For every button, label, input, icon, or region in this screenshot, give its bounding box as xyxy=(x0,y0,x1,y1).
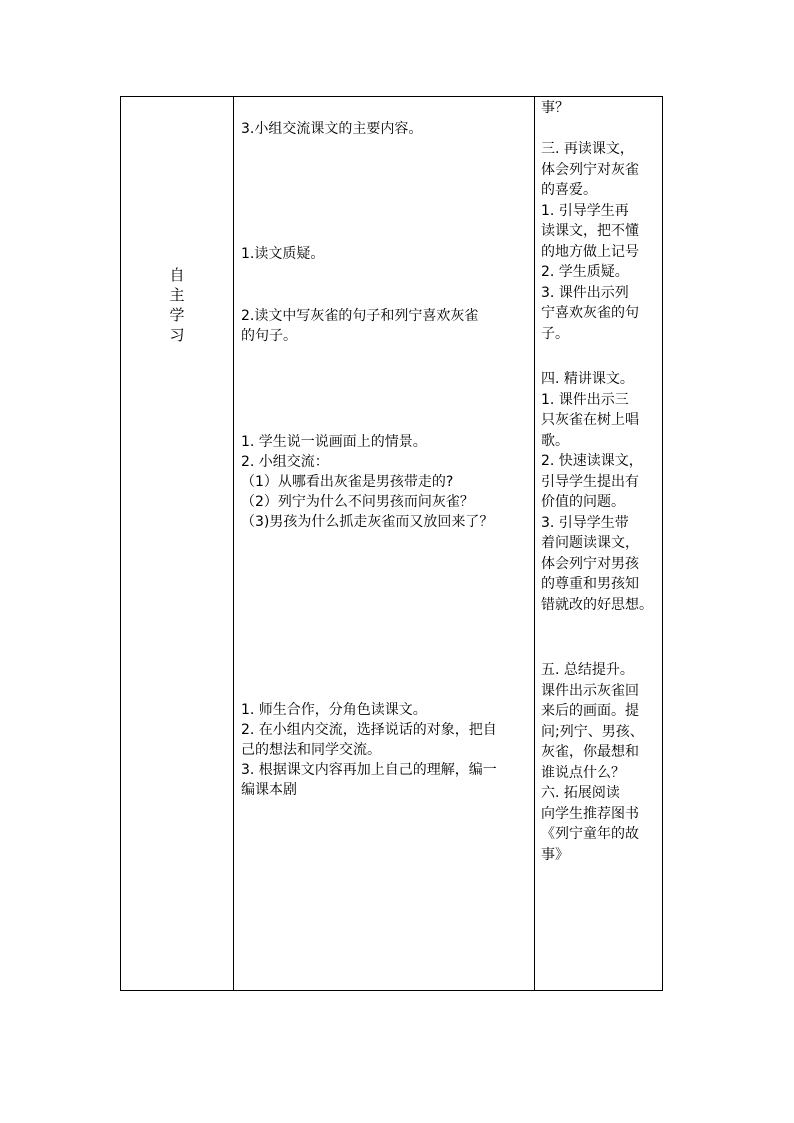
teacher-guidance-2 xyxy=(541,139,639,344)
teacher-guidance-3 xyxy=(541,369,653,615)
text-line: 着问题读课文， xyxy=(541,535,639,551)
teacher-guidance-4 xyxy=(541,660,644,865)
text-line: 己的想法和同学交流。 xyxy=(241,742,381,758)
label-char: 主 xyxy=(169,286,185,304)
text-line: 1. 课件出示三 xyxy=(541,391,629,408)
text-line: 五. 总结提升。 xyxy=(541,662,634,678)
text-line: 1. 学生说一说画面上的情景。 xyxy=(241,434,427,450)
text-line: 的句子。 xyxy=(241,328,297,344)
text-line: 课件出示灰雀回 xyxy=(541,682,639,699)
text-line: （2）列宁为什么不问男孩而问灰雀？ xyxy=(241,494,474,510)
text-line: 2. 小组交流： xyxy=(241,454,329,470)
text-line: 《列宁童年的故 xyxy=(541,826,639,842)
text-line: 的喜爱。 xyxy=(541,182,597,198)
text-line: 3.小组交流课文的主要内容。 xyxy=(241,121,423,137)
text-line: 价值的问题。 xyxy=(541,494,625,510)
text-line: 的尊重和男孩知 xyxy=(541,576,639,592)
text-line: 错就改的好思想。 xyxy=(541,596,653,613)
text-line: 谁说点什么？ xyxy=(541,764,625,781)
text-line: 向学生推荐图书 xyxy=(541,805,639,822)
text-line: （1）从哪看出灰雀是男孩带走的? xyxy=(241,474,454,490)
text-line: 三. 再读课文， xyxy=(541,141,634,157)
text-line: 1. 师生合作，分角色读课文。 xyxy=(241,702,427,718)
text-line: 引导学生提出有 xyxy=(541,473,639,490)
column-divider-1 xyxy=(233,97,234,990)
label-char: 自 xyxy=(169,266,185,284)
text-line: 歌。 xyxy=(541,432,569,449)
text-line: 子。 xyxy=(541,325,569,342)
text-line: 3. 根据课文内容再加上自己的理解，编一 xyxy=(241,762,497,778)
lesson-table xyxy=(120,96,663,991)
text-line: 只灰雀在树上唱 xyxy=(541,412,639,428)
text-line: 体会列宁对男孩 xyxy=(541,555,639,572)
text-line: 体会列宁对灰雀 xyxy=(541,161,639,178)
text-line: 1.读文质疑。 xyxy=(241,246,325,262)
text-line: 六. 拓展阅读 xyxy=(541,785,620,801)
text-line: 3. 引导学生带 xyxy=(541,514,629,531)
student-activity-4 xyxy=(241,432,493,532)
text-line: 1. 引导学生再 xyxy=(541,202,629,219)
text-line: 2. 快速读课文， xyxy=(541,453,643,469)
text-line: 的地方做上记号 xyxy=(541,243,639,260)
section-label xyxy=(121,265,233,345)
text-line: 灰雀，你最想和 xyxy=(541,744,639,760)
student-activity-5 xyxy=(241,700,497,800)
student-activity-3 xyxy=(241,306,478,346)
label-char: 学 xyxy=(169,306,185,324)
text-line: 读课文，把不懂 xyxy=(541,223,639,239)
text-line: 问;列宁、男孩、 xyxy=(541,723,644,740)
text-line: （3)男孩为什么抓走灰雀而又放回来了？ xyxy=(241,514,494,530)
text-line: 宁喜欢灰雀的句 xyxy=(541,305,639,321)
text-line: 3. 课件出示列 xyxy=(541,284,629,301)
text-line: 来后的画面。提 xyxy=(541,703,639,719)
column-divider-2 xyxy=(534,97,535,990)
text-line: 事？ xyxy=(541,100,569,116)
text-line: 编课本剧 xyxy=(241,782,297,798)
text-line: 2. 学生质疑。 xyxy=(541,264,629,280)
teacher-guidance-1 xyxy=(541,98,569,119)
text-line: 四. 精讲课文。 xyxy=(541,371,634,387)
text-line: 2. 在小组内交流，选择说话的对象，把自 xyxy=(241,722,497,738)
student-activity-2 xyxy=(241,244,324,264)
label-char: 习 xyxy=(169,326,185,344)
text-line: 事》 xyxy=(541,846,569,863)
text-line: 2.读文中写灰雀的句子和列宁喜欢灰雀 xyxy=(241,308,479,324)
student-activity-1 xyxy=(241,119,422,139)
